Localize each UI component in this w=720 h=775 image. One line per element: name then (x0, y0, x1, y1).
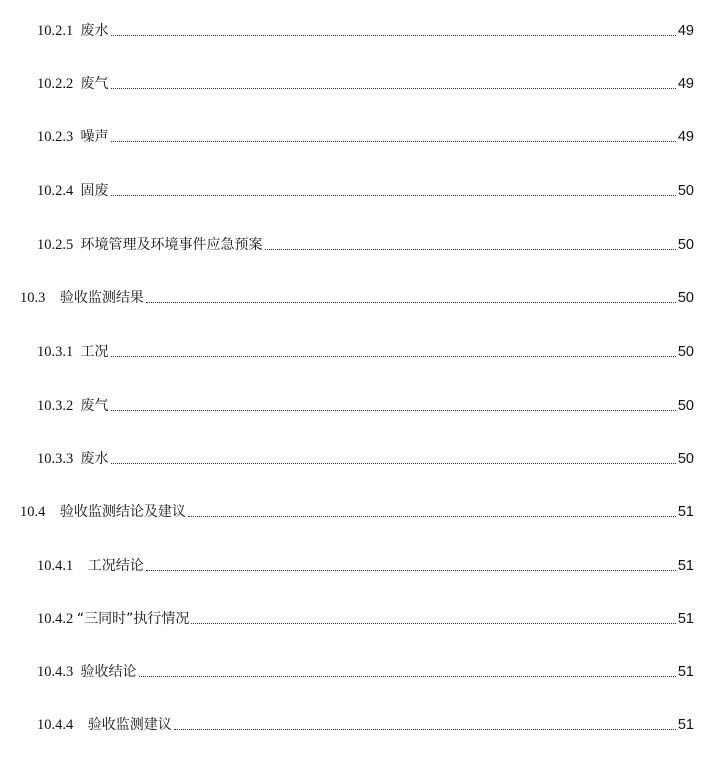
toc-entry-page: 49 (677, 76, 694, 92)
toc-entry-number: 10.4.3 (37, 664, 81, 680)
toc-entry-10-3-2[interactable] (0, 393, 720, 415)
toc-entry-page: 49 (677, 23, 694, 39)
toc-entry-number: 10.2.1 (37, 23, 81, 39)
toc-entry-number: 10.3 (20, 290, 60, 306)
toc-entry-10-2-4[interactable] (0, 178, 720, 200)
toc-entry-10-4-3[interactable] (0, 659, 720, 681)
dot-leader (265, 248, 676, 250)
toc-entry-number: 10.3.3 (37, 451, 81, 467)
toc-entry-title: 验收结论 (80, 664, 137, 680)
toc-entry-number: 10.4.1 (37, 558, 88, 574)
toc-entry-10-3-3[interactable] (0, 446, 720, 468)
toc-entry-page: 51 (677, 611, 694, 627)
dot-leader (188, 515, 676, 517)
toc-entry-page: 51 (677, 664, 694, 680)
toc-entry-page: 50 (677, 290, 694, 306)
toc-entry-10-4-4[interactable] (0, 712, 720, 734)
dot-leader (111, 87, 676, 89)
toc-entry-10-2-3[interactable] (0, 124, 720, 146)
toc-entry-10-3[interactable] (0, 285, 720, 307)
toc-entry-10-2-5[interactable] (0, 232, 720, 254)
toc-entry-number: 10.4.2 (37, 611, 77, 627)
toc-entry-title: 废气 (80, 76, 109, 92)
toc-entry-number: 10.2.4 (37, 183, 81, 199)
dot-leader (111, 194, 676, 196)
toc-entry-page: 51 (677, 717, 694, 733)
dot-leader (191, 622, 675, 624)
toc-entry-number: 10.4.4 (37, 717, 88, 733)
toc-entry-title: 废水 (80, 23, 109, 39)
toc-entry-title: 工况结论 (87, 558, 144, 574)
toc-entry-10-2-1[interactable] (0, 18, 720, 40)
toc-entry-title: 环境管理及环境事件应急预案 (80, 237, 263, 253)
dot-leader (174, 728, 676, 730)
dot-leader (146, 569, 676, 571)
toc-entry-page: 50 (677, 451, 694, 467)
dot-leader (111, 140, 676, 142)
toc-entry-page: 50 (677, 183, 694, 199)
toc-entry-10-4[interactable] (0, 499, 720, 521)
toc-entry-number: 10.3.2 (37, 398, 81, 414)
toc-entry-title: 工况 (80, 344, 109, 360)
dot-leader (111, 355, 676, 357)
toc-entry-title: 废气 (80, 398, 109, 414)
toc-entry-number: 10.4 (20, 504, 60, 520)
dot-leader (111, 462, 676, 464)
toc-entry-10-3-1[interactable] (0, 339, 720, 361)
toc-entry-page: 51 (677, 558, 694, 574)
toc-entry-page: 51 (677, 504, 694, 520)
toc-entry-title: “三同时”执行情况 (76, 611, 190, 627)
dot-leader (139, 675, 676, 677)
toc-entry-title: 验收监测结论及建议 (59, 504, 186, 520)
toc-entry-page: 49 (677, 129, 694, 145)
dot-leader (111, 34, 676, 36)
dot-leader (111, 409, 676, 411)
toc-entry-number: 10.2.5 (37, 237, 81, 253)
toc-entry-10-2-2[interactable] (0, 71, 720, 93)
toc-entry-number: 10.3.1 (37, 344, 81, 360)
toc-entry-page: 50 (677, 344, 694, 360)
toc-entry-number: 10.2.2 (37, 76, 81, 92)
toc-entry-title: 噪声 (80, 129, 109, 145)
toc-entry-10-4-2[interactable] (0, 606, 720, 628)
toc-entry-title: 废水 (80, 451, 109, 467)
toc-entry-title: 验收监测结果 (59, 290, 144, 306)
dot-leader (146, 301, 676, 303)
toc-entry-title: 验收监测建议 (87, 717, 172, 733)
toc-entry-page: 50 (677, 237, 694, 253)
toc-entry-10-4-1[interactable] (0, 553, 720, 575)
toc-entry-page: 50 (677, 398, 694, 414)
toc-entry-title: 固废 (80, 183, 109, 199)
toc-entry-number: 10.2.3 (37, 129, 81, 145)
